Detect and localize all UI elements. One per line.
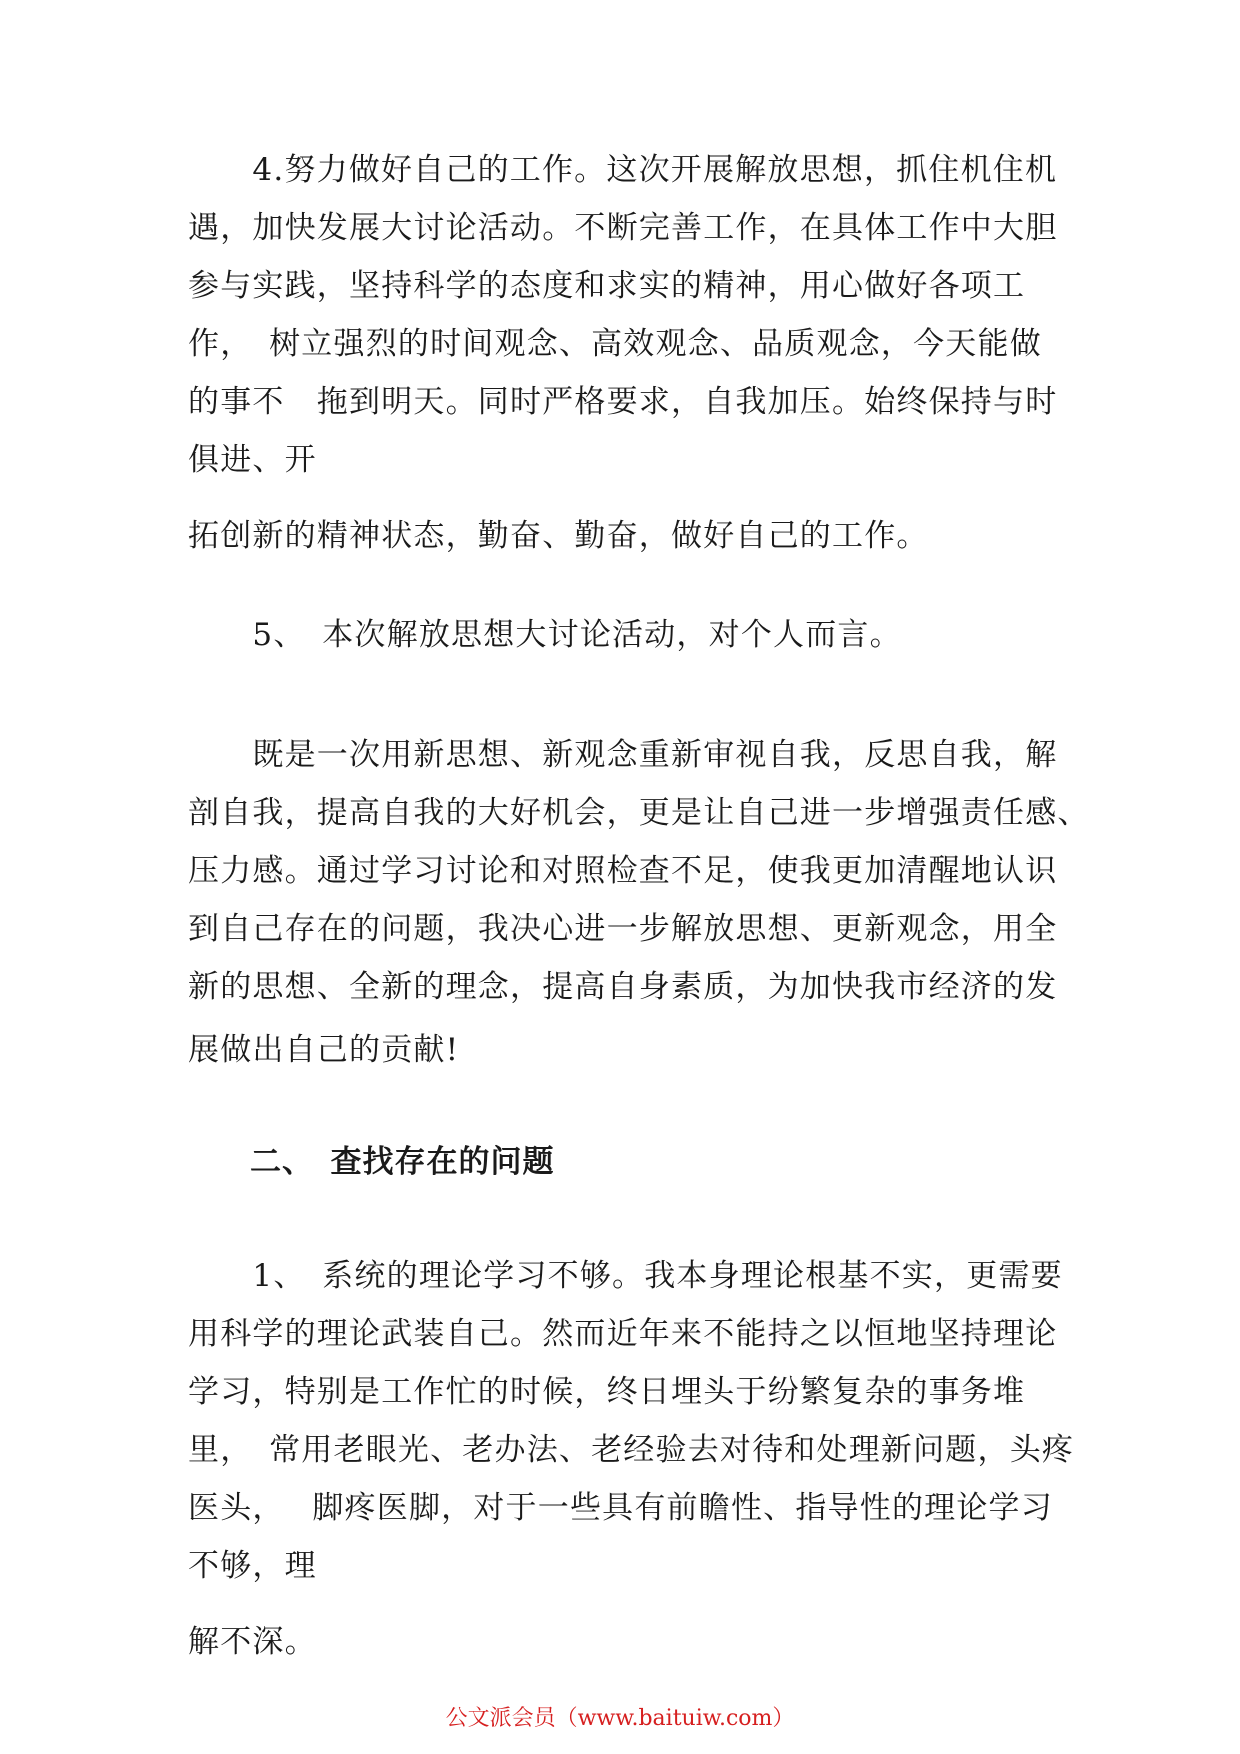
paragraph-line: 解不深。: [188, 1624, 317, 1660]
paragraph-line: 学习，特别是工作忙的时候，终日埋头于纷繁复杂的事务堆: [188, 1374, 1026, 1410]
paragraph-line: 不够，理: [188, 1548, 317, 1584]
paragraph-line: 里， 常用老眼光、老办法、老经验去对待和处理新问题，头疼: [188, 1432, 1075, 1468]
paragraph-line: 作， 树立强烈的时间观念、高效观念、品质观念，今天能做: [188, 326, 1042, 362]
paragraph-line: 的事不 拖到明天。同时严格要求，自我加压。始终保持与时: [188, 384, 1058, 420]
paragraph-line: 遇，加快发展大讨论活动。不断完善工作，在具体工作中大胆: [188, 210, 1058, 246]
paragraph-line: 用科学的理论武装自己。然而近年来不能持之以恒地坚持理论: [188, 1316, 1058, 1352]
paragraph-line: 拓创新的精神状态，勤奋、勤奋，做好自己的工作。: [188, 518, 929, 554]
paragraph-line: 新的思想、全新的理念，提高自身素质，为加快我市经济的发: [188, 969, 1058, 1005]
paragraph-line: 5、 本次解放思想大讨论活动，对个人而言。: [188, 617, 902, 653]
footer-watermark: 公文派会员（www.baituiw.com）: [445, 1706, 795, 1731]
paragraph-line: 4.努力做好自己的工作。这次开展解放思想，抓住机住机: [188, 152, 1058, 188]
paragraph-line: 到自己存在的问题，我决心进一步解放思想、更新观念，用全: [188, 911, 1058, 947]
paragraph-line: 展做出自己的贡献!: [188, 1032, 460, 1068]
paragraph-line: 1、 系统的理论学习不够。我本身理论根基不实，更需要: [188, 1258, 1063, 1294]
paragraph-line: 剖自我，提高自我的大好机会，更是让自己进一步增强责任感、: [188, 795, 1090, 831]
paragraph-line: 既是一次用新思想、新观念重新审视自我，反思自我，解: [188, 737, 1058, 773]
paragraph-line: 压力感。通过学习讨论和对照检查不足，使我更加清醒地认识: [188, 853, 1058, 889]
paragraph-line: 参与实践，坚持科学的态度和求实的精神，用心做好各项工: [188, 268, 1026, 304]
paragraph-line: 医头， 脚疼医脚，对于一些具有前瞻性、指导性的理论学习: [188, 1490, 1053, 1526]
paragraph-line: 俱进、开: [188, 442, 317, 478]
section-heading: 二、 查找存在的问题: [250, 1144, 555, 1180]
